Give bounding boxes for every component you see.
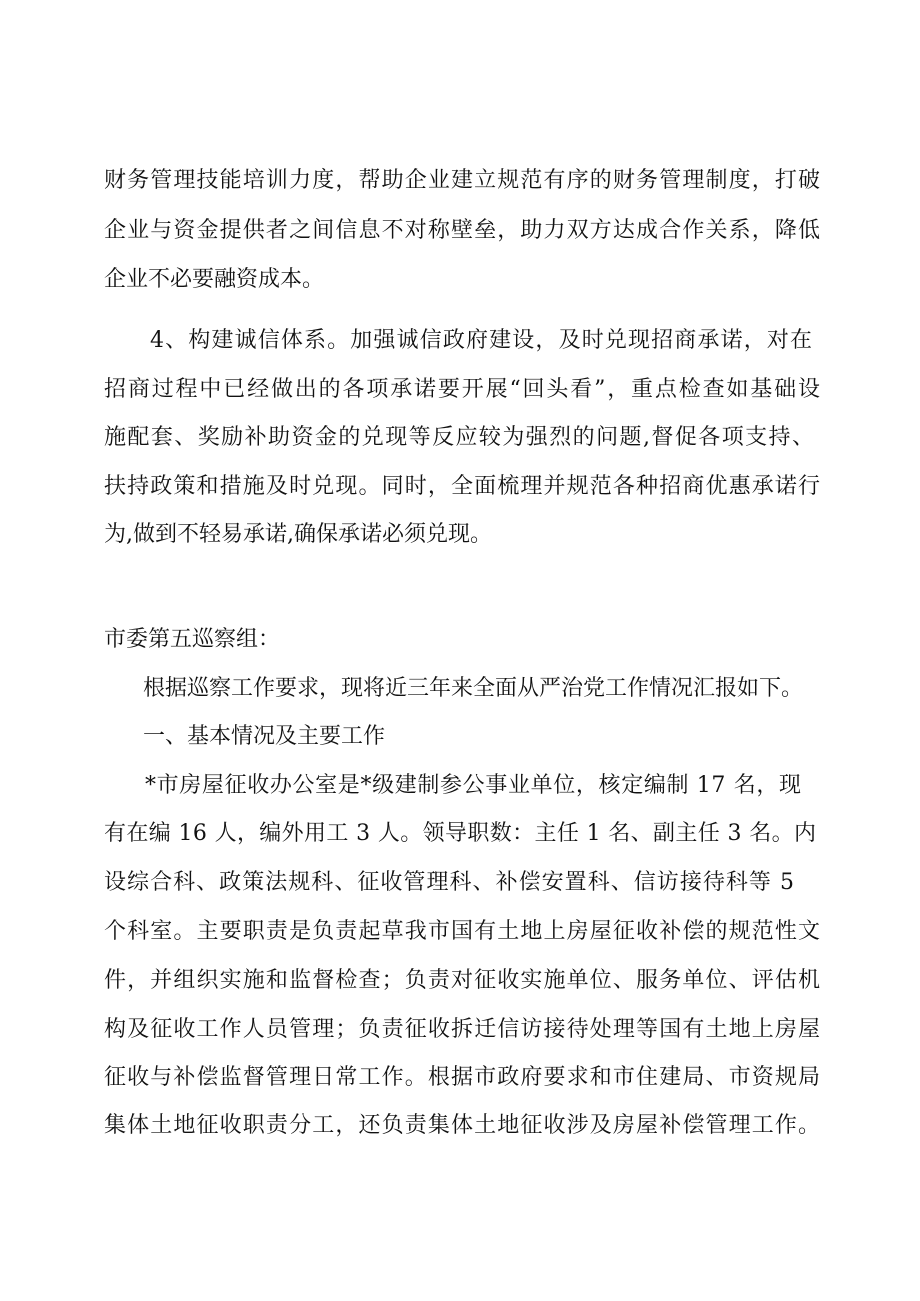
section-heading: 一、基本情况及主要工作 [143, 724, 386, 749]
paragraph-line-7: 扶持政策和措施及时兑现。同时，全面梳理并规范各种招商优惠承诺行 [104, 474, 822, 499]
body-line-7: 征收与补偿监督管理日常工作。根据市政府要求和市住建局、市资规局 [104, 1065, 822, 1090]
paragraph-line-8: 为,做到不轻易承诺,确保承诺必须兑现。 [104, 522, 492, 547]
paragraph-line-2: 企业与资金提供者之间信息不对称壁垒，助力双方达成合作关系，降低 [104, 218, 822, 243]
paragraph-line-3: 企业不必要融资成本。 [104, 267, 325, 292]
body-line-2: 有在编 16 人，编外用工 3 人。领导职数：主任 1 名、副主任 3 名。内 [104, 821, 817, 846]
body-line-4: 个科室。主要职责是负责起草我市国有土地上房屋征收补偿的规范性文 [104, 919, 822, 944]
body-line-6: 构及征收工作人员管理；负责征收拆迁信访接待处理等国有土地上房屋 [104, 1017, 822, 1042]
body-line-5: 件，并组织实施和监督检查；负责对征收实施单位、服务单位、评估机 [104, 968, 822, 993]
body-line-8: 集体土地征收职责分工，还负责集体土地征收涉及房屋补偿管理工作。 [104, 1113, 822, 1138]
paragraph-line-5: 招商过程中已经做出的各项承诺要开展“回头看”，重点检查如基础设 [104, 377, 822, 402]
addressee-line: 市委第五巡察组： [104, 627, 281, 652]
paragraph-line-1: 财务管理技能培训力度，帮助企业建立规范有序的财务管理制度，打破 [104, 168, 822, 193]
paragraph-line-6: 施配套、奖励补助资金的兑现等反应较为强烈的问题,督促各项支持、 [104, 425, 816, 450]
paragraph-line-4: 4、构建诚信体系。加强诚信政府建设，及时兑现招商承诺，对在 [150, 328, 814, 353]
body-line-3: 设综合科、政策法规科、征收管理科、补偿安置科、信访接待科等 5 [104, 870, 796, 895]
intro-line: 根据巡察工作要求，现将近三年来全面从严治党工作情况汇报如下。 [143, 676, 804, 701]
body-line-1: *市房屋征收办公室是*级建制参公事业单位，核定编制 17 名，现 [145, 773, 802, 798]
